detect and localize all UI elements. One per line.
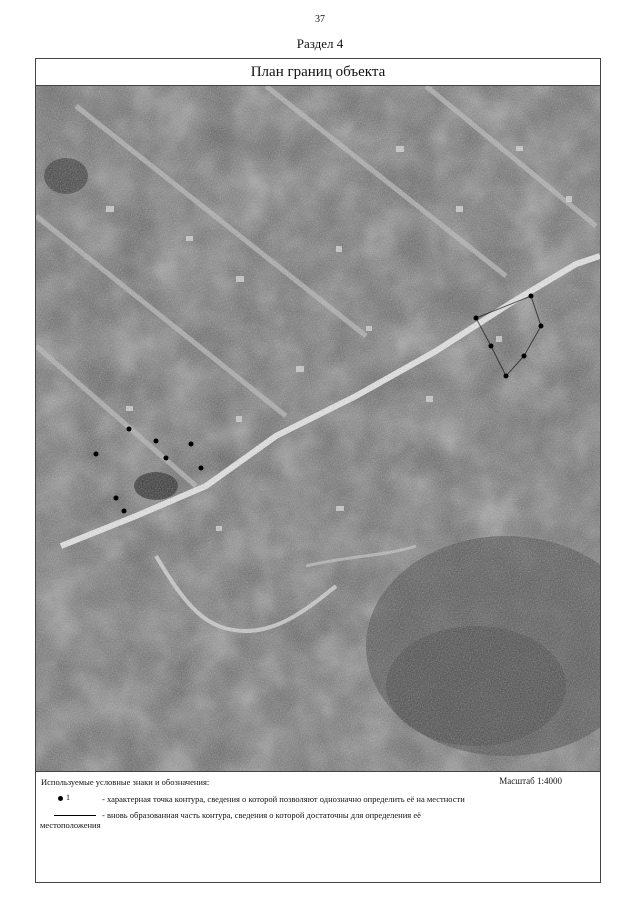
plan-title: План границ объекта xyxy=(36,59,600,86)
point-marker-icon xyxy=(58,796,63,801)
legend-title: Используемые условные знаки и обозначения: xyxy=(41,777,210,787)
line-description-part2: местоположения xyxy=(40,820,101,830)
contour-line-icon xyxy=(54,815,96,816)
legend xyxy=(36,772,600,882)
point-marker-label: 1 xyxy=(66,793,70,802)
line-description xyxy=(40,810,582,830)
aerial-map xyxy=(36,86,600,772)
page-number: 37 xyxy=(315,14,325,25)
point-description: - характерная точка контура, сведения о которой позволяют однозначно определить её на местности xyxy=(102,794,465,804)
scale-label: Масштаб 1:4000 xyxy=(499,776,562,786)
aerial-image xyxy=(36,86,600,772)
section-title: Раздел 4 xyxy=(296,36,344,51)
line-description-part1: - вновь образованная часть контура, сведения о которой достаточны для определения её xyxy=(102,810,421,820)
plan-frame xyxy=(35,58,601,883)
